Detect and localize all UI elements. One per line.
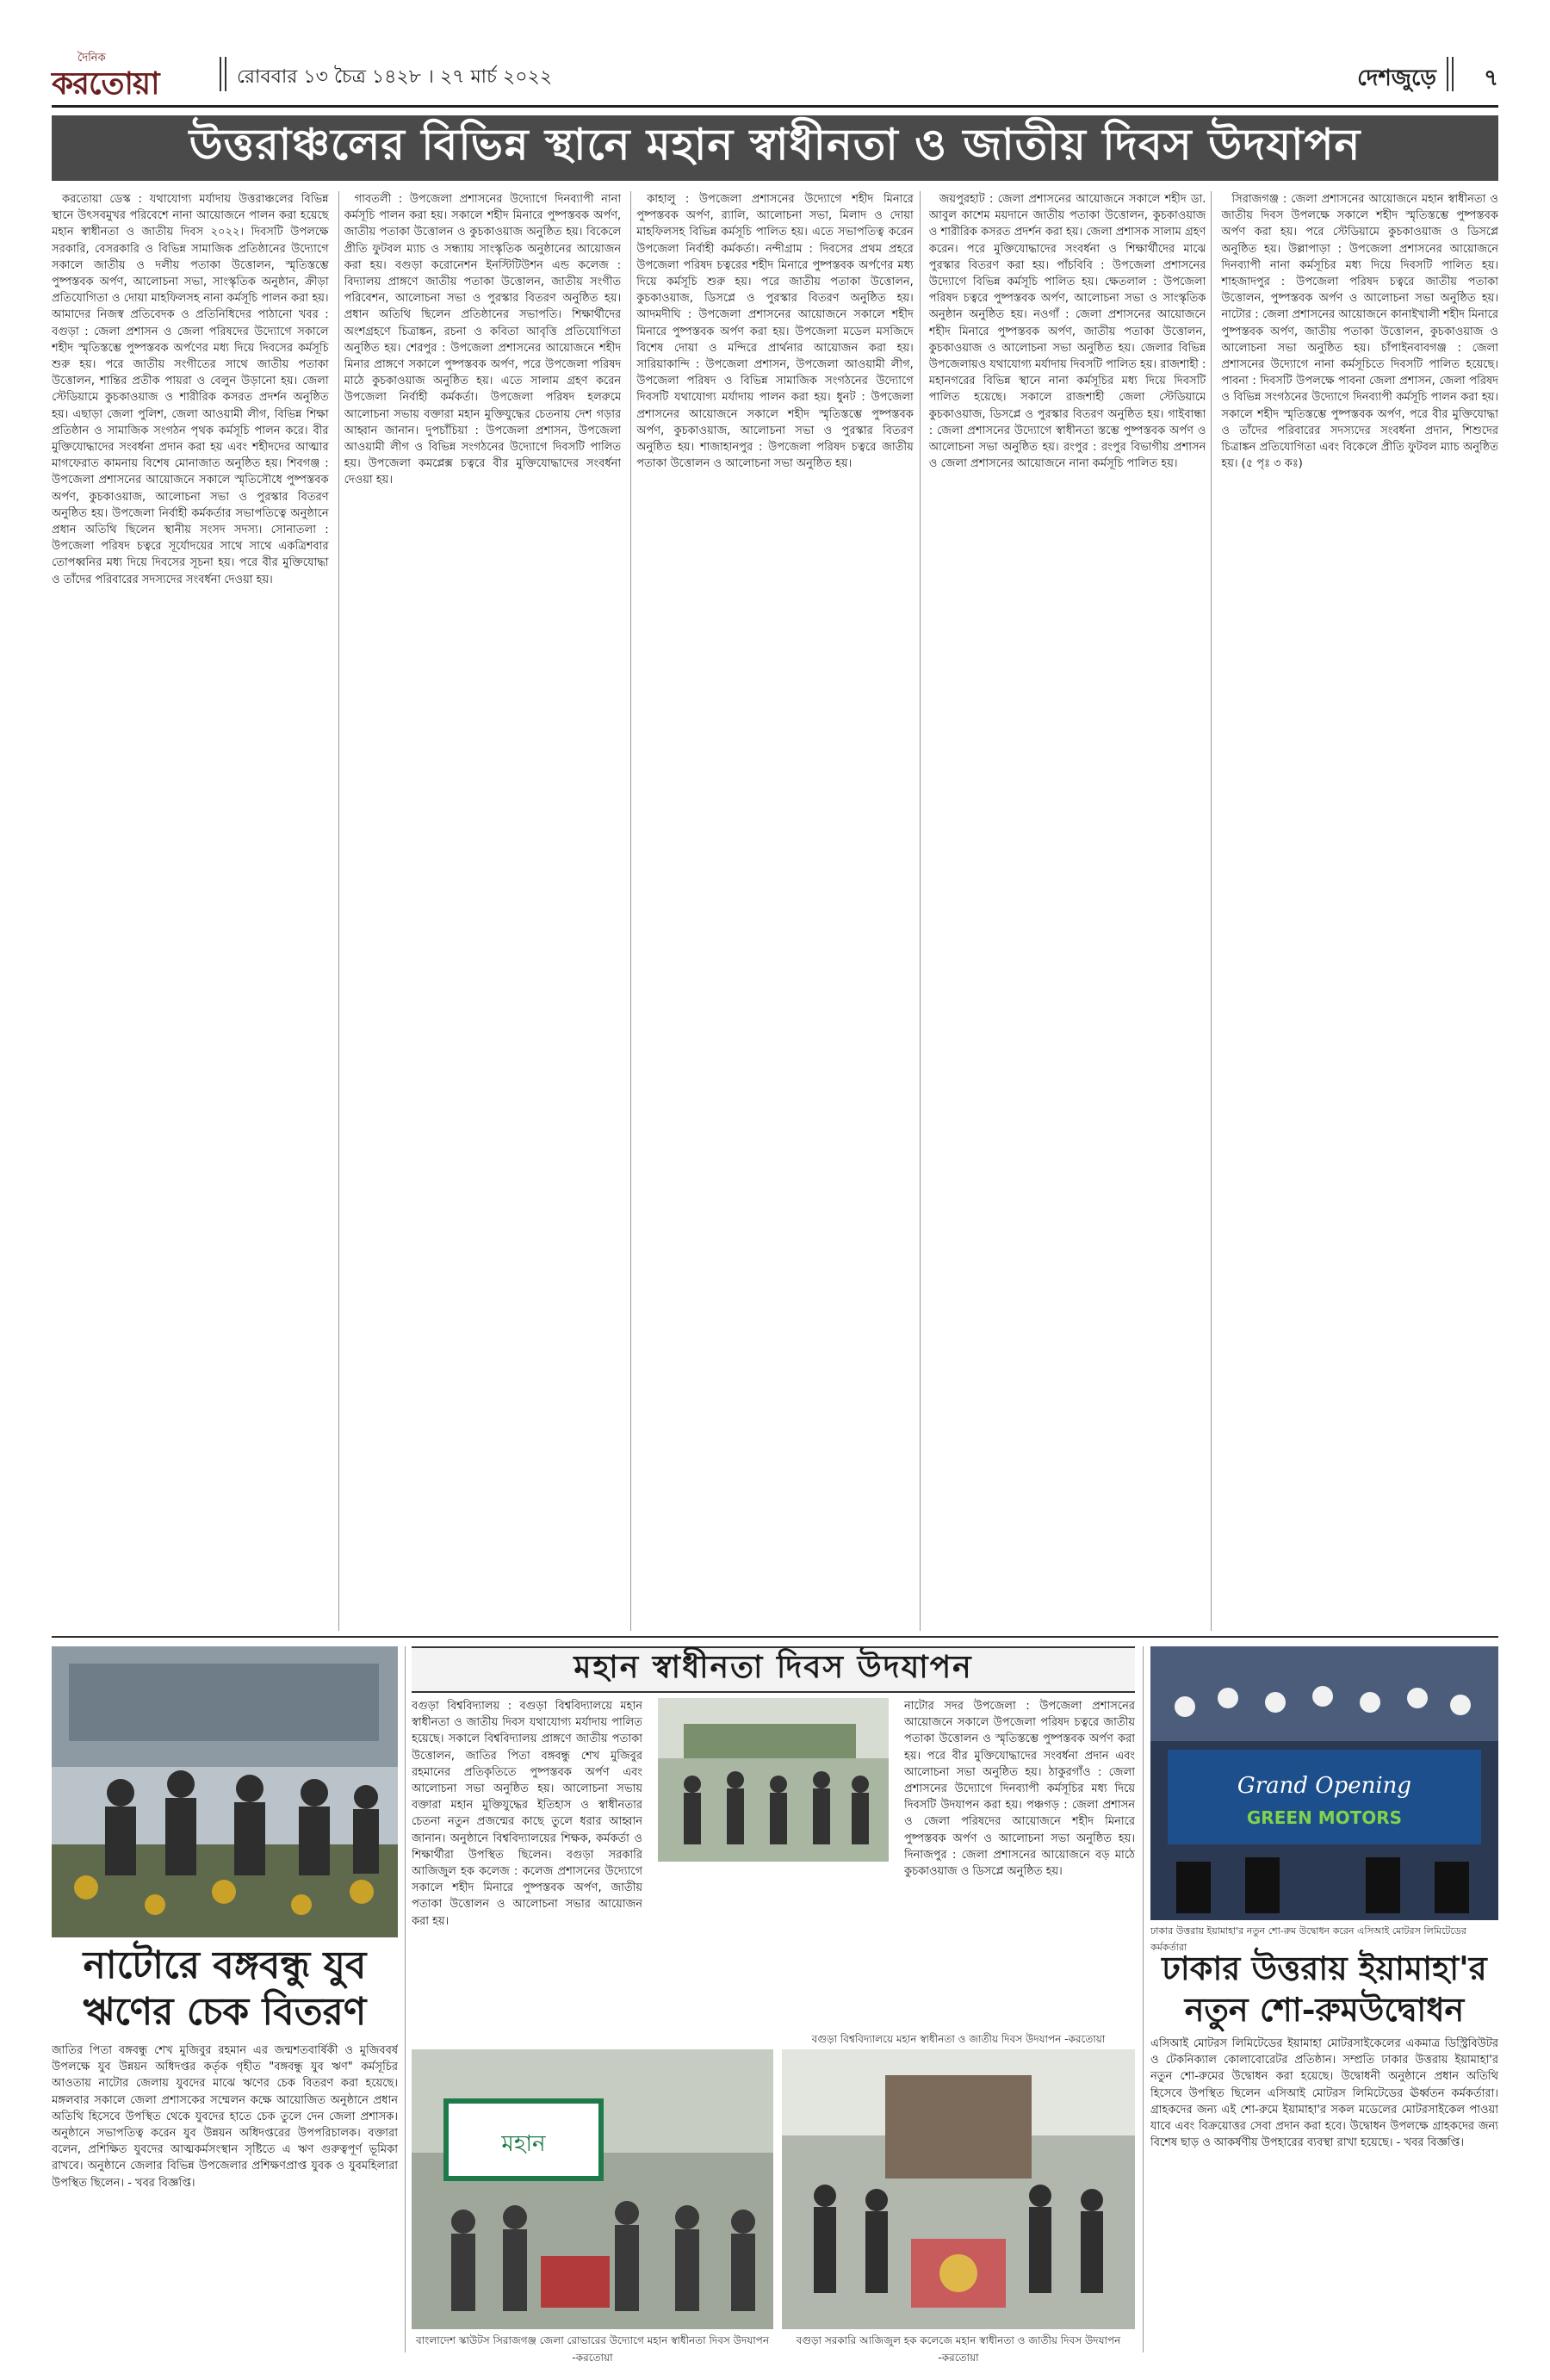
photo-caption: বাংলাদেশ স্কাউটস সিরাজগঞ্জ জেলা রোভারের উদ্যোগে মহান স্বাধীনতা দিবস উদযাপন -করতোয়া <box>416 2334 769 2364</box>
masthead <box>52 50 1498 102</box>
youth-loan-headline[interactable] <box>52 1943 398 2036</box>
issue-date: রোববার ১৩ চৈত্র ১৪২৮ । ২৭ মার্চ ২০২২ <box>237 66 553 88</box>
column-divider <box>1143 1646 1144 2352</box>
photo-image <box>52 1646 398 1937</box>
headline-line-1: নাটোরে বঙ্গবন্ধু যুব <box>83 1943 367 1987</box>
logo-prefix: দৈনিক <box>78 52 106 65</box>
photo-image <box>782 2049 1135 2329</box>
youth-loan-photo[interactable] <box>52 1646 398 1937</box>
photo-image <box>412 2049 773 2329</box>
banner-text: মহান <box>501 2131 546 2157</box>
article-column-3 <box>636 191 914 1631</box>
independence-day-text-3: নাটোর সদর উপজেলা : উপজেলা প্রশাসনের আয়োজনে সকালে উপজেলা পরিষদ চত্বরে জাতীয় পতাকা উত্তোলন ও স্মৃতিস্তম্ভে পুষ্পস্তবক অর্পণ করা হয়। পরে বীর মুক্তিযোদ্ধাদের সংবর্ধনা প্রদান এবং আলোচনা সভা অনুষ্ঠিত হয়। ঠাকুরগাঁও : জেলা প্রশাসনের উদ্যোগে দিনব্যাপী কর্মসূচির মধ্য দিয়ে দিবসটি উদযাপন করা হয়। পঞ্চগড় : জেলা প্রশাসন ও জেলা পরিষদের আয়োজনে শহীদ মিনারে পুষ্পস্তবক অর্পণ ও আলোচনা সভা অনুষ্ঠিত হয়। দিনাজপুর : জেলা প্রশাসনের আয়োজনে বড় মাঠে কুচকাওয়াজ ও ডিসপ্লে অনুষ্ঠিত হয়। <box>904 1700 1135 1879</box>
article-column-2 <box>344 191 622 1631</box>
column-divider <box>630 191 631 1631</box>
article-text: কাহালু : উপজেলা প্রশাসনের উদ্যোগে শহীদ মিনারে পুষ্পস্তবক অর্পণ, র‍্যালি, আলোচনা সভা, মিলাদ ও দোয়া মাহফিলসহ বিভিন্ন কর্মসূচি পালিত হয়। এতে সভাপতিত্ব করেন উপজেলা নির্বাহী কর্মকর্তা। নন্দীগ্রাম : দিবসের প্রথম প্রহরে উপজেলা পরিষদ চত্বরের শহীদ মিনারে পুষ্পস্তবক অর্পণের মধ্য দিয়ে কর্মসূচি শুরু হয়। পরে জাতীয় পতাকা উত্তোলন, কুচকাওয়াজ, ডিসপ্লে ও পুরস্কার বিতরণ অনুষ্ঠিত হয়। আদমদীঘি : উপজেলা প্রশাসনের আয়োজনে সকালে শহীদ মিনারে পুষ্পস্তবক অর্পণ করা হয়। উপজেলা মডেল মসজিদে বিশেষ দোয়া ও মন্দিরে প্রার্থনার আয়োজন করা হয়। সারিয়াকান্দি : উপজেলা প্রশাসন, উপজেলা আওয়ামী লীগ, উপজেলা পরিষদ ও বিভিন্ন সামাজিক সংগঠনের উদ্যোগে দিবসটি যথাযোগ্য মর্যাদায় পালন করা হয়। ধুনট : উপজেলা প্রশাসনের আয়োজনে সকালে শহীদ স্মৃতিস্তম্ভে পুষ্পস্তবক অর্পণ, কুচকাওয়াজ, আলোচনা সভা ও পুরস্কার বিতরণ অনুষ্ঠিত হয়। শাজাহানপুর : উপজেলা পরিষদ চত্বরে জাতীয় পতাকা উত্তোলন ও আলোচনা সভা অনুষ্ঠিত হয়। <box>636 193 914 471</box>
section-name: দেশজুড়ে <box>1357 65 1436 91</box>
section-rule <box>52 1636 1498 1638</box>
newspaper-logo[interactable] <box>52 50 198 102</box>
headline-line-2: নতুন শো-রুমউদ্বোধন <box>1184 1990 1465 2029</box>
photo-image <box>658 1698 889 1862</box>
article-column-4 <box>929 191 1206 1631</box>
headline-line-1: ঢাকার উত্তরায় ইয়ামাহা'র <box>1162 1949 1487 1987</box>
column-divider <box>338 191 339 1631</box>
article-column-1 <box>52 191 329 1631</box>
photo-image <box>1150 1646 1498 1920</box>
grand-opening-sign: Grand Opening <box>1237 1773 1412 1799</box>
showroom-text: এসিআই মোটরস লিমিটেডের ইয়ামাহা মোটরসাইকেলের একমাত্র ডিস্ট্রিবিউটর ও টেকনিক্যাল কোলাবোরেটর প্রতিষ্ঠান। সম্প্রতি ঢাকার উত্তরায় ইয়ামাহা'র নতুন শো-রুমের উদ্বোধন করা হয়েছে। উদ্বোধনী অনুষ্ঠানে প্রধান অতিথি হিসেবে উপস্থিত ছিলেন এসিআই মোটরস লিমিটেডের ঊর্ধ্বতন কর্মকর্তারা। গ্রাহকদের জন্য এই শো-রুমে ইয়ামাহা'র সকল মডেলের মোটরসাইকেল পাওয়া যাবে এবং বিক্রয়োত্তর সেবা প্রদান করা হবে। উদ্বোধন উপলক্ষে গ্রাহকদের জন্য বিশেষ ছাড় ও আকর্ষণীয় উপহারের ব্যবস্থা রাখা হয়েছে। - খবর বিজ্ঞপ্তি। <box>1150 2037 1498 2150</box>
photo-caption: বগুড়া বিশ্ববিদ্যালয়ে মহান স্বাধীনতা ও জাতীয় দিবস উদযাপন -করতোয়া <box>811 2033 1106 2045</box>
youth-loan-text: জাতির পিতা বঙ্গবন্ধু শেখ মুজিবুর রহমান এর জন্মশতবার্ষিকী ও মুজিববর্ষ উপলক্ষে যুব উন্নয়ন অধিদপ্তর কর্তৃক গৃহীত "বঙ্গবন্ধু যুব ঋণ" কর্মসূচির আওতায় নাটোর জেলায় যুবদের মাঝে ঋণের চেক বিতরণ করা হয়েছে। মঙ্গলবার সকালে জেলা প্রশাসকের সম্মেলন কক্ষে আয়োজিত অনুষ্ঠানে প্রধান অতিথি হিসেবে উপস্থিত থেকে যুবদের হাতে চেক তুলে দেন জেলা প্রশাসক। অনুষ্ঠানে সভাপতিত্ব করেন যুব উন্নয়ন অধিদপ্তরের উপপরিচালক। বক্তারা বলেন, প্রশিক্ষিত যুবদের আত্মকর্মসংস্থান সৃষ্টিতে এ ঋণ গুরুত্বপূর্ণ ভূমিকা রাখবে। অনুষ্ঠানে জেলার বিভিন্ন উপজেলার প্রশিক্ষণপ্রাপ্ত যুবক ও যুবমহিলারা উপস্থিত ছিলেন। - খবর বিজ্ঞপ্তি। <box>52 2044 398 2190</box>
showroom-headline[interactable] <box>1150 1948 1498 2030</box>
article-text: করতোয়া ডেস্ক : যথাযোগ্য মর্যাদায় উত্তরাঞ্চলের বিভিন্ন স্থানে উৎসবমুখর পরিবেশে নানা আয়োজনে পালন করা হয়েছে মহান স্বাধীনতা ও জাতীয় দিবস ২০২২। দিবসটি উপলক্ষে সরকারি, বেসরকারি ও বিভিন্ন সামাজিক প্রতিষ্ঠানের উদ্যোগে সকালে জাতীয় ও দলীয় পতাকা উত্তোলন, স্মৃতিস্তম্ভে পুষ্পস্তবক অর্পণ, আলোচনা সভা, সাংস্কৃতিক অনুষ্ঠান, ক্রীড়া প্রতিযোগিতা ও দোয়া মাহফিলসহ নানা কর্মসূচি পালন করা হয়। আমাদের নিজস্ব প্রতিবেদক ও প্রতিনিধিদের পাঠানো খবর : বগুড়া : জেলা প্রশাসন ও জেলা পরিষদের উদ্যোগে সকালে শহীদ স্মৃতিস্তম্ভে পুষ্পস্তবক অর্পণের মধ্য দিয়ে দিবসের কর্মসূচি শুরু হয়। পরে জাতীয় সংগীতের সাথে জাতীয় পতাকা উত্তোলন, শান্তির প্রতীক পায়রা ও বেলুন উড়ানো হয়। জেলা স্টেডিয়ামে কুচকাওয়াজ ও শারীরিক কসরত প্রদর্শন অনুষ্ঠিত হয়। এছাড়া জেলা পুলিশ, জেলা আওয়ামী লীগ, বিভিন্ন শিক্ষা প্রতিষ্ঠান ও সামাজিক সংগঠন পৃথক কর্মসূচি পালন করে। বীর মুক্তিযোদ্ধাদের সংবর্ধনা প্রদান করা হয় এবং শহীদদের আত্মার মাগফেরাত কামনায় বিশেষ মোনাজাত অনুষ্ঠিত হয়। শিবগঞ্জ : উপজেলা প্রশাসনের আয়োজনে সকালে স্মৃতিসৌধে পুষ্পস্তবক অর্পণ, কুচকাওয়াজ, আলোচনা সভা ও পুরস্কার বিতরণ অনুষ্ঠিত হয়। উপজেলা নির্বাহী কর্মকর্তার সভাপতিত্বে অনুষ্ঠানে প্রধান অতিথি ছিলেন স্থানীয় সংসদ সদস্য। সোনাতলা : উপজেলা পরিষদ চত্বরে সূর্যোদয়ের সাথে সাথে একত্রিশবার তোপধ্বনির মধ্য দিয়ে দিবসের সূচনা হয়। পরে বীর মুক্তিযোদ্ধা ও তাঁদের পরিবারের সদস্যদের সংবর্ধনা দেওয়া হয়। <box>52 193 329 586</box>
green-motors-sign: GREEN MOTORS <box>1246 1807 1403 1828</box>
university-photo[interactable] <box>658 1698 889 1862</box>
article-text: সিরাজগঞ্জ : জেলা প্রশাসনের আয়োজনে মহান স্বাধীনতা ও জাতীয় দিবস উপলক্ষে সকালে শহীদ স্মৃতিস্তম্ভে পুষ্পস্তবক অর্পণ করা হয়। পরে স্টেডিয়ামে কুচকাওয়াজ ও ডিসপ্লে অনুষ্ঠিত হয়। উল্লাপাড়া : উপজেলা প্রশাসনের আয়োজনে দিনব্যাপী নানা কর্মসূচির মধ্য দিয়ে দিবসটি পালিত হয়। শাহজাদপুর : উপজেলা পরিষদ চত্বরে জাতীয় পতাকা উত্তোলন, পুষ্পস্তবক অর্পণ ও আলোচনা সভা অনুষ্ঠিত হয়। নাটোর : জেলা প্রশাসনের আয়োজনে কানাইখালী শহীদ মিনারে পুষ্পস্তবক অর্পণ, জাতীয় পতাকা উত্তোলন, কুচকাওয়াজ ও আলোচনা সভা অনুষ্ঠিত হয়। চাঁপাইনবাবগঞ্জ : জেলা প্রশাসনের উদ্যোগে নানা কর্মসূচিতে দিবসটি পালিত হয়েছে। পাবনা : দিবসটি উপলক্ষে পাবনা জেলা প্রশাসন, জেলা পরিষদ ও বিভিন্ন সংগঠনের উদ্যোগে দিনব্যাপী কর্মসূচি পালন করা হয়। সকালে শহীদ স্মৃতিস্তম্ভে পুষ্পস্তবক অর্পণ, পরে বীর মুক্তিযোদ্ধা ও তাঁদের পরিবারের সদস্যদের সংবর্ধনা প্রদান, শিশুদের চিত্রাঙ্কন প্রতিযোগিতা এবং বিকেলে প্রীতি ফুটবল ম্যাচ অনুষ্ঠিত হয়। (৫ পৃঃ ৩ কঃ) <box>1221 193 1498 471</box>
article-columns <box>52 191 1498 1631</box>
column-divider <box>1211 191 1212 1631</box>
article-text: গাবতলী : উপজেলা প্রশাসনের উদ্যোগে দিনব্যাপী নানা কর্মসূচি পালন করা হয়। সকালে শহীদ মিনারে পুষ্পস্তবক অর্পণ, জাতীয় পতাকা উত্তোলন ও কুচকাওয়াজ অনুষ্ঠিত হয়। বিকেলে প্রীতি ফুটবল ম্যাচ ও সন্ধ্যায় সাংস্কৃতিক অনুষ্ঠানের আয়োজন করা হয়। বগুড়া করোনেশন ইনস্টিটিউশন এন্ড কলেজ : বিদ্যালয় প্রাঙ্গণে জাতীয় পতাকা উত্তোলন, জাতীয় সংগীত পরিবেশন, আলোচনা সভা ও পুরস্কার বিতরণ অনুষ্ঠিত হয়। প্রধান অতিথি ছিলেন প্রতিষ্ঠানের সভাপতি। শিক্ষার্থীদের অংশগ্রহণে চিত্রাঙ্কন, রচনা ও কবিতা আবৃত্তি প্রতিযোগিতা অনুষ্ঠিত হয়। শেরপুর : উপজেলা প্রশাসনের আয়োজনে শহীদ মিনার প্রাঙ্গণে সকালে পুষ্পস্তবক অর্পণ, পরে উপজেলা পরিষদ মাঠে কুচকাওয়াজ অনুষ্ঠিত হয়। এতে সালাম গ্রহণ করেন উপজেলা নির্বাহী কর্মকর্তা। উপজেলা পরিষদ হলরুমে আলোচনা সভায় বক্তারা মহান মুক্তিযুদ্ধের চেতনায় দেশ গড়ার আহ্বান জানান। দুপচাঁচিয়া : উপজেলা প্রশাসন, উপজেলা আওয়ামী লীগ ও বিভিন্ন সংগঠনের উদ্যোগে দিবসটি পালিত হয়। উপজেলা কমপ্লেক্স চত্বরে বীর মুক্তিযোদ্ধাদের সংবর্ধনা দেওয়া হয়। <box>344 193 622 487</box>
page-number: ৭ <box>1484 65 1498 91</box>
headline-banner <box>52 115 1498 181</box>
masthead-rule <box>52 105 1498 108</box>
college-photo[interactable] <box>782 2049 1135 2329</box>
section-divider <box>1447 57 1454 91</box>
column-divider <box>920 191 921 1631</box>
photo-caption: বগুড়া সরকারি আজিজুল হক কলেজে মহান স্বাধীনতা ও জাতীয় দিবস উদযাপন -করতোয়া <box>796 2334 1121 2364</box>
independence-day-text-1: বগুড়া বিশ্ববিদ্যালয় : বগুড়া বিশ্ববিদ্যালয়ে মহান স্বাধীনতা ও জাতীয় দিবস যথাযোগ্য মর্যাদায় পালিত হয়েছে। সকালে বিশ্ববিদ্যালয় প্রাঙ্গণে জাতীয় পতাকা উত্তোলন, জাতির পিতা বঙ্গবন্ধু শেখ মুজিবুর রহমানের প্রতিকৃতিতে পুষ্পস্তবক অর্পণ এবং আলোচনা সভা অনুষ্ঠিত হয়। আলোচনা সভায় বক্তারা মহান মুক্তিযুদ্ধের ইতিহাস ও স্বাধীনতার চেতনা নতুন প্রজন্মের কাছে তুলে ধরার আহ্বান জানান। অনুষ্ঠানে বিশ্ববিদ্যালয়ের শিক্ষক, কর্মকর্তা ও শিক্ষার্থীরা উপস্থিত ছিলেন। বগুড়া সরকারি আজিজুল হক কলেজ : কলেজ প্রশাসনের উদ্যোগে সকালে শহীদ মিনারে পুষ্পস্তবক অর্পণ, জাতীয় পতাকা উত্তোলন ও আলোচনা সভার আয়োজন করা হয়। <box>412 1700 642 1928</box>
logo-name: করতোয়া <box>52 65 159 102</box>
photo-caption: ঢাকার উত্তরায় ইয়ামাহা'র নতুন শো-রুম উদ্বোধন করেন এসিআই মোটরস লিমিটেডের কর্মকর্তারা <box>1150 1925 1466 1953</box>
headline-line-2: ঋণের চেক বিতরণ <box>83 1990 367 2034</box>
column-divider <box>405 1646 406 2352</box>
scouts-photo[interactable] <box>412 2049 773 2329</box>
showroom-photo[interactable] <box>1150 1646 1498 1920</box>
article-column-5 <box>1221 191 1498 1631</box>
main-headline[interactable]: উত্তরাঞ্চলের বিভিন্ন স্থানে মহান স্বাধীনতা ও জাতীয় দিবস উদযাপন <box>189 118 1361 170</box>
masthead-divider <box>220 57 226 91</box>
independence-day-title[interactable]: মহান স্বাধীনতা দিবস উদযাপন <box>574 1649 973 1685</box>
article-text: জয়পুরহাট : জেলা প্রশাসনের আয়োজনে সকালে শহীদ ডা. আবুল কাশেম ময়দানে জাতীয় পতাকা উত্তোলন, কুচকাওয়াজ ও শারীরিক কসরত প্রদর্শন করা হয়। জেলা প্রশাসক সালাম গ্রহণ করেন। পরে মুক্তিযোদ্ধাদের সংবর্ধনা ও শিক্ষার্থীদের মাঝে পুরস্কার বিতরণ করা হয়। পাঁচবিবি : উপজেলা প্রশাসনের উদ্যোগে বিভিন্ন কর্মসূচি পালিত হয়। ক্ষেতলাল : উপজেলা পরিষদ চত্বরে পুষ্পস্তবক অর্পণ, আলোচনা সভা ও সাংস্কৃতিক অনুষ্ঠান অনুষ্ঠিত হয়। নওগাঁ : জেলা প্রশাসনের আয়োজনে শহীদ মিনারে পুষ্পস্তবক অর্পণ, জাতীয় পতাকা উত্তোলন, কুচকাওয়াজ ও আলোচনা সভা অনুষ্ঠিত হয়। জেলার বিভিন্ন উপজেলায়ও যথাযোগ্য মর্যাদায় দিবসটি পালিত হয়। রাজশাহী : মহানগরের বিভিন্ন স্থানে নানা কর্মসূচির মধ্য দিয়ে দিবসটি পালিত হয়েছে। সকালে রাজশাহী জেলা স্টেডিয়ামে কুচকাওয়াজ, ডিসপ্লে ও পুরস্কার বিতরণ অনুষ্ঠিত হয়। গাইবান্ধা : জেলা প্রশাসনের উদ্যোগে স্বাধীনতা স্তম্ভে পুষ্পস্তবক অর্পণ ও আলোচনা সভা অনুষ্ঠিত হয়। রংপুর : রংপুর বিভাগীয় প্রশাসন ও জেলা প্রশাসনের আয়োজনে নানা কর্মসূচি পালিত হয়। <box>928 193 1206 471</box>
independence-day-banner <box>412 1646 1135 1693</box>
